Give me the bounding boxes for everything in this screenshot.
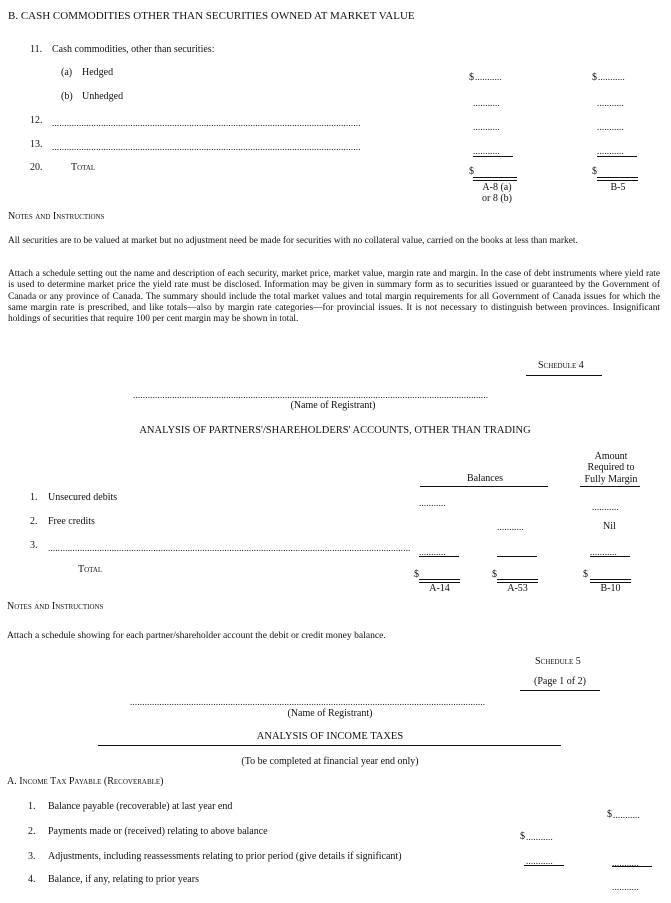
item-11-number: 11. [30, 44, 43, 55]
row-1-label: Unsecured debits [48, 492, 118, 503]
total-label: Total [71, 162, 96, 173]
unsecured-debits-balance[interactable]: ........... [419, 498, 446, 508]
balances-header-rule [420, 486, 548, 487]
line-3-amount-a[interactable]: ........... [526, 856, 553, 866]
schedule-4-note: Attach a schedule showing for each partner/shareholder account the debit or credit money balance. [7, 630, 386, 641]
section-b-heading: B. CASH COMMODITIES OTHER THAN SECURITIES OWNED AT MARKET VALUE [8, 10, 415, 22]
reference-a-53: A-53 [507, 583, 528, 594]
line-2-label: Payments made or (received) relating to above balance [48, 826, 268, 837]
schedule-5-underline [520, 690, 600, 691]
row-3-margin[interactable]: ........... [590, 547, 617, 557]
item-20-number: 20. [30, 162, 43, 173]
hedged-dollar-b: $ [592, 72, 597, 83]
schedule-5-label: Schedule 5 [535, 656, 581, 667]
line-3-label: Adjustments, including reassessments relating to prior period (give details if significant) [48, 851, 402, 862]
schedule-4-underline [526, 375, 602, 376]
item-11-label: Cash commodities, other than securities: [52, 44, 215, 55]
reference-b-10: B-10 [600, 583, 621, 594]
item-13-amount-a[interactable]: ........... [473, 146, 500, 156]
line-3-amount-b[interactable]: ........... [612, 858, 639, 868]
line-1-number: 1. [28, 801, 36, 812]
unsecured-debits-margin[interactable]: ........... [592, 502, 619, 512]
schedule-5-registrant-field[interactable]: ................................................................................................................................................. [130, 697, 486, 707]
section-a-heading: A. Income Tax Payable (Recoverable) [7, 776, 164, 787]
line-4-amount[interactable]: ........... [612, 882, 639, 892]
line-2-number: 2. [28, 826, 36, 837]
item-12-amount-b[interactable]: ........... [597, 122, 624, 132]
total-double-rule-a [473, 177, 517, 181]
row-3-description[interactable]: .................................................................................................................................................... [48, 543, 411, 553]
item-b-label: (b) [61, 91, 73, 102]
reference-a-14: A-14 [429, 583, 450, 594]
schedule-4-notes-heading: Notes and Instructions [7, 601, 104, 612]
schedule-4-title: ANALYSIS OF PARTNERS'/SHAREHOLDERS' ACCOUNTS, OTHER THAN TRADING [139, 425, 531, 436]
schedule-4-total-dollar-b: $ [492, 569, 497, 580]
amount-header-rule [580, 486, 640, 487]
free-credits-nil: Nil [603, 521, 616, 532]
row-2-label: Free credits [48, 516, 95, 527]
line-1-label: Balance payable (recoverable) at last year end [48, 801, 233, 812]
reference-or-8b: or 8 (b) [482, 193, 512, 204]
reference-a-8: A-8 (a) [482, 182, 512, 193]
balances-header: Balances [466, 473, 504, 484]
schedule-5-title: ANALYSIS OF INCOME TAXES [256, 731, 404, 742]
notes-paragraph-2: Attach a schedule setting out the name and description of each security, market price, market value, margin rate and margin. In the case of debt instruments where yield rate is used to determine market price the yield rate must be disclosed. Information may be given in summary form as to securities issued or guaranteed by the Government of Canada or any province of Canada. The summary should include the total market values and total margin requirements for all Government of Canada issues for which the same margin rate is prescribed, and like totals—also by margin rate categories—for provincial issues. It is not necessary to distinguish between provinces. Insignificant holdings of securities that require 100 per cent margin may be shown in total. [8, 269, 660, 325]
item-12-description[interactable]: .............................................................................................................................. [52, 118, 361, 128]
row-1-number: 1. [30, 492, 38, 503]
schedule-5-registrant-caption: (Name of Registrant) [287, 708, 373, 719]
item-a-label: (a) [61, 67, 73, 78]
row-3-number: 3. [30, 540, 38, 551]
schedule-4-total-dollar-a: $ [414, 569, 419, 580]
item-13-description[interactable]: .............................................................................................................................. [52, 142, 361, 152]
schedule-5-title-rule [98, 745, 561, 746]
row-3-rule-a [419, 556, 459, 557]
schedule-5-page: (Page 1 of 2) [534, 676, 586, 687]
row-3-balance-a[interactable]: ........... [419, 547, 446, 557]
total-double-rule-b [597, 177, 638, 181]
total-dollar-a: $ [469, 166, 474, 177]
line-1-dollar: $ [607, 809, 612, 820]
hedged-dollar-a: $ [469, 72, 474, 83]
line-2-amount[interactable]: ........... [526, 832, 553, 842]
row-3-rule-b [497, 556, 537, 557]
row-2-number: 2. [30, 516, 38, 527]
row-3-rule-c [590, 556, 630, 557]
schedule-4-total-label: Total [78, 564, 103, 575]
unhedged-amount-b[interactable]: ........... [597, 98, 624, 108]
total-dollar-b: $ [592, 166, 597, 177]
amount-header-line-3: Fully Margin [584, 474, 638, 485]
subtotal-rule-a [473, 156, 513, 157]
amount-header-line-1: Amount [594, 451, 628, 462]
item-b-text: Unhedged [82, 91, 124, 102]
free-credits-balance[interactable]: ........... [497, 522, 524, 532]
hedged-amount-b[interactable]: ........... [598, 72, 625, 82]
reference-b-5: B-5 [610, 182, 626, 193]
schedule-4-label: Schedule 4 [538, 360, 584, 371]
line-3-rule-a [524, 865, 564, 866]
subtotal-rule-b [597, 156, 637, 157]
schedule-4-total-dollar-c: $ [583, 569, 588, 580]
line-2-dollar: $ [520, 831, 525, 842]
line-1-amount[interactable]: ........... [613, 810, 640, 820]
unhedged-amount-a[interactable]: ........... [473, 98, 500, 108]
item-a-text: Hedged [82, 67, 114, 78]
notes-heading: Notes and Instructions [8, 211, 105, 222]
line-4-label: Balance, if any, relating to prior years [48, 874, 199, 885]
line-4-number: 4. [28, 874, 36, 885]
registrant-name-field[interactable]: ................................................................................................................................................. [133, 390, 489, 400]
item-13-amount-b[interactable]: ........... [597, 146, 624, 156]
hedged-amount-a[interactable]: ........... [475, 72, 502, 82]
item-12-number: 12. [30, 115, 43, 126]
line-3-rule-b [612, 866, 652, 867]
line-3-number: 3. [28, 851, 36, 862]
schedule-5-subtitle: (To be completed at financial year end only) [241, 756, 419, 767]
item-12-amount-a[interactable]: ........... [473, 122, 500, 132]
item-13-number: 13. [30, 139, 43, 150]
registrant-name-caption: (Name of Registrant) [290, 400, 376, 411]
amount-header-line-2: Required to [587, 462, 635, 473]
notes-paragraph-1: All securities are to be valued at market but no adjustment need be made for securities with no collateral value, carried on the books at less than market. [8, 236, 578, 246]
